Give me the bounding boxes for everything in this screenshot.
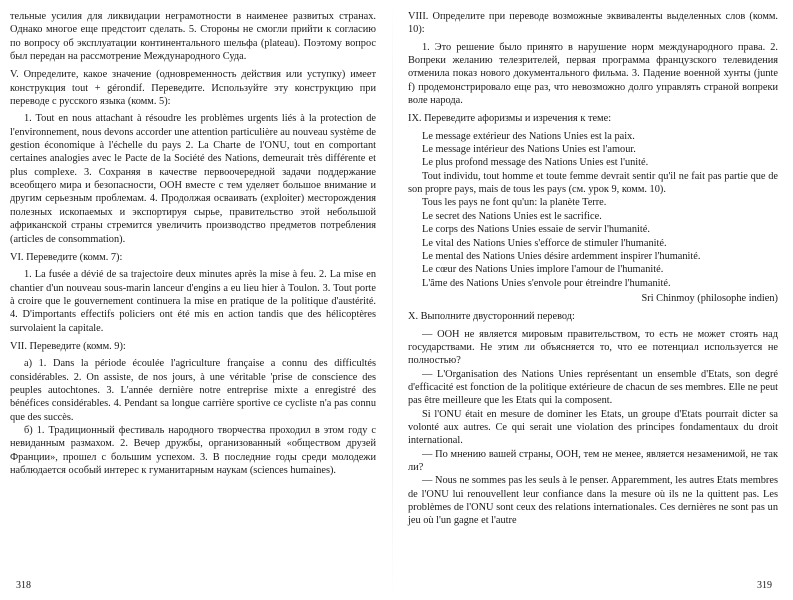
exercise-viii-text: 1. Это решение было принято в нарушение норм международного права. 2. Вопреки желанию телезрителей, первая программа французского телевидения отменила показ нового документального фильма. 3. Падение военной хунты (junte f) продемонстрировало еще раз, что невозможно долго управлять страной вопреки воле народа.	[408, 41, 778, 107]
exercise-vii-title: VII. Переведите (комм. 9):	[10, 340, 126, 352]
aphorism-line: Le plus profond message des Nations Unies est l'unité.	[422, 157, 649, 169]
exercise-ix	[408, 112, 778, 305]
aphorism-paragraph: Tout individu, tout homme et toute femme devrait sentir qu'il ne fait pas partie que de son propre pays, mais de tous les pays (см. урок 9, комм. 10).	[408, 170, 778, 196]
dialogue-paragraph: Si l'ONU était en mesure de dominer les Etats, un groupe d'Etats pourrait dicter sa volonté aux autres. Ce qui serait une violation des principes fondamentaux du droit international.	[408, 408, 778, 447]
dialogue-paragraph: — ООН не является мировым правительством, то есть не может стоять над государствами. Не этим ли объясняется то, что ее потенциал используется не полностью?	[408, 328, 778, 367]
exercise-vii-text-b: б) 1. Традиционный фестиваль народного творчества проходил в этом году с невиданным размахом. 2. Вечер дружбы, организованный «обществом друзей Франции», прошел с большим успехом. 3. В последние годы среди молодежи наблюдается особый интерес к гуманитарным наукам (sciences humaines).	[10, 424, 376, 476]
exercise-vii	[10, 340, 376, 477]
intro-paragraph: тельные усилия для ликвидации неграмотности в наименее развитых странах. Однако многое еще предстоит сделать. 5. Стороны не смогли прийти к согласию по вопросу об эксплуатации континентального шельфа (plateau). Поэтому вопрос был передан на рассмотрение Международного Суда.	[10, 11, 376, 63]
dialogue-paragraph: — По мнению вашей страны, ООН, тем не менее, является незаменимой, не так ли?	[408, 448, 778, 473]
right-page	[408, 10, 778, 592]
dialogue-paragraph: — Nous ne sommes pas les seuls à le penser. Apparemment, les autres Etats membres de l'ONU lui renouvellent leur confiance dans la mesure où ils ne la quittent pas. Les problèmes de l'ONU sont ceux des relations internationales. Ces dernières ne sont pas un jeu où l'un gagne et l'autre	[408, 475, 778, 527]
exercise-vi-text: 1. La fusée a dévié de sa trajectoire deux minutes après la mise à feu. 2. La mise en chantier d'un nouveau sous-marin lanceur d'engins a eu lieu hier à Toulon. 3. Tout porte à croire que le gouvernement continuera la mise en pratique de la politique d'austérité. 4. D'importants effectifs policiers ont été mis en action tandis que des hélicoptères survolaient la capitale.	[10, 269, 376, 334]
page-number-left: 318	[16, 580, 31, 591]
exercise-v	[10, 68, 376, 245]
exercise-ix-title: IX. Переведите афоризмы и изречения к теме:	[408, 113, 612, 125]
spine-gutter	[392, 0, 393, 600]
dialogue-paragraph: — L'Organisation des Nations Unies représentant un ensemble d'Etats, son degré d'efficacité est fonction de la politique extérieure de chacun de ses membres. Elle ne peut pas être meilleure que les Etats qui la composent.	[408, 368, 778, 407]
exercise-viii	[408, 10, 778, 107]
quote-attribution: Sri Chinmoy (philosophe indien)	[641, 292, 778, 304]
aphorism-line: L'âme des Nations Unies s'envole pour étreindre l'humanité.	[422, 277, 671, 289]
aphorism-line: Le secret des Nations Unies est le sacrifice.	[422, 210, 602, 222]
aphorism-line: Le vital des Nations Unies s'efforce de stimuler l'humanité.	[422, 237, 667, 249]
left-page	[10, 10, 376, 592]
aphorism-line: Le message intérieur des Nations Unies est l'amour.	[422, 144, 636, 156]
page-number-right: 319	[757, 580, 772, 591]
exercise-x-title: X. Выполните двусторонний перевод:	[408, 311, 575, 323]
aphorism-line: Le message extérieur des Nations Unies est la paix.	[422, 130, 635, 142]
aphorism-line: Le mental des Nations Unies désire ardemment inspirer l'humanité.	[422, 250, 701, 262]
exercise-x	[408, 310, 778, 528]
aphorism-line: Le cœur des Nations Unies implore l'amour de l'humanité.	[422, 264, 664, 276]
exercise-vi-title: VI. Переведите (комм. 7):	[10, 251, 123, 263]
exercise-v-title: V. Определите, какое значение (одновременность действия или уступку) имеет конструкция tout + gérondif. Переведите. Используйте эту конструкцию при переводе с русского языка (комм. 5):	[10, 69, 376, 108]
exercise-v-text: 1. Tout en nous attachant à résoudre les problèmes urgents liés à la protection de l'environnement, nous devons accorder une attention particulière au nouveau système de gestion économique à l'échelle du pays 2. La Charte de l'ONU, tout en comportant certaines analogies avec le Pacte de la Société des Nations, demeurait très différente et plus complexe. 3. Сохраняя в качестве первоочередной задачи поддержание всеобщего мира и безопасности, ООН вместе с тем уделяет большое внимание и другим серьезным проблемам. 4. Продолжая осваивать (exploiter) месторождения полезных ископаемых и экспортируя сырье, правительство этой небольшой африканской страны стремится увеличить производство предметов потребления (articles de consommation).	[10, 113, 376, 245]
aphorism-line: Tous les pays ne font qu'un: la planète Terre.	[422, 197, 607, 209]
exercise-vi	[10, 251, 376, 335]
exercise-viii-title: VIII. Определите при переводе возможные эквиваленты выделенных слов (комм. 10):	[408, 11, 778, 36]
exercise-vii-text-a: а) 1. Dans la période écoulée l'agriculture française a connu des difficultés considérables. 2. On assiste, de nos jours, à une véritable 'prise de conscience des peuples autochtones. 3. L'année dernière notre entreprise mixte a enregistré des bénéfices considérables. 4. Pendant sa longue carrière sportive ce cycliste n'a pas connu que des succès.	[10, 358, 376, 423]
aphorism-line: Le corps des Nations Unies essaie de servir l'humanité.	[422, 224, 650, 236]
